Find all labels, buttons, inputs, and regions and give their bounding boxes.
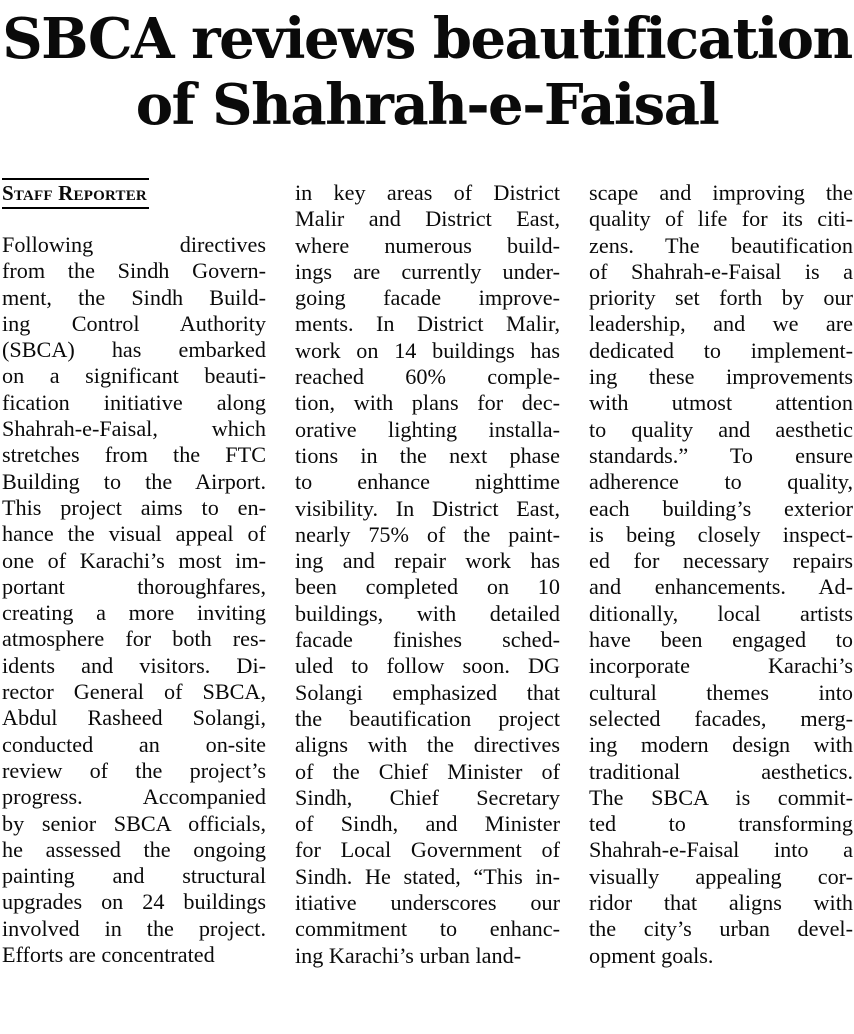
article-line: to quality and aesthetic [589,416,853,442]
article-line: portant thoroughfares, [2,573,266,599]
article-line: one of Karachi’s most im- [2,547,266,573]
article-line: ing Control Authority [2,310,266,336]
article-line: orative lighting installa- [295,416,560,442]
article-line: of the Chief Minister of [295,758,560,784]
article-line: ing modern design with [589,732,853,758]
article-line: ridor that aligns with [589,890,853,916]
article-line: visually appealing cor- [589,863,853,889]
article-line: Solangi emphasized that [295,679,560,705]
article-line: quality of life for its citi- [589,206,853,232]
headline-line-2: of Shahrah-e-Faisal [135,72,719,138]
article-line: Abdul Rasheed Solangi, [2,705,266,731]
article-line: the beautification project [295,705,560,731]
article-line: of Sindh, and Minister [295,811,560,837]
article-line: facade finishes sched- [295,627,560,653]
article-column-2 [295,180,560,969]
article-line: hance the visual appeal of [2,521,266,547]
article-line: with utmost attention [589,390,853,416]
article-line: involved in the project. [2,915,266,941]
article-line: Malir and District East, [295,206,560,232]
article-line: for Local Government of [295,837,560,863]
article-line: the city’s urban devel- [589,916,853,942]
article-line: upgrades on 24 buildings [2,889,266,915]
article-line: rector General of SBCA, [2,679,266,705]
article-line: ed for necessary repairs [589,548,853,574]
article-line: ing and repair work has [295,548,560,574]
article-line: scape and improving the [589,180,853,205]
article-line: by senior SBCA officials, [2,810,266,836]
article-line: selected facades, merg- [589,705,853,731]
article-line: Shahrah-e-Faisal, which [2,416,266,442]
article-line: Building to the Airport. [2,468,266,494]
article-line: reached 60% comple- [295,364,560,390]
article-line: ing Karachi’s urban land- [295,942,522,968]
article-line: work on 14 buildings has [295,337,560,363]
headline [0,6,854,138]
article-column-1 [2,232,266,968]
article-line: nearly 75% of the paint- [295,521,560,547]
article-line: Efforts are concentrated [2,942,215,968]
article-line: progress. Accompanied [2,784,266,810]
article-line: on a significant beauti- [2,363,266,389]
article-line: going facade improve- [295,285,560,311]
article-line: ments. In District Malir, [295,311,560,337]
article-line: Shahrah-e-Faisal into a [589,837,853,863]
article-line: ings are currently under- [295,258,560,284]
article-line: where numerous build- [295,232,560,258]
article-line: painting and structural [2,863,266,889]
article-line: ing these improvements [589,364,853,390]
article-line: adherence to quality, [589,469,853,495]
article-line: is being closely inspect- [589,521,853,547]
article-line: leadership, and we are [589,311,853,337]
article-line: each building’s exterior [589,495,853,521]
article-line: itiative underscores our [295,890,560,916]
article-line: ted to transforming [589,811,853,837]
article-line: been completed on 10 [295,574,560,600]
article-line: cultural themes into [589,679,853,705]
article-line: ditionally, local artists [589,600,853,626]
article-line: stretches from the FTC [2,442,266,468]
article-line: dedicated to implement- [589,337,853,363]
article-line: tion, with plans for dec- [295,390,560,416]
article-line: The SBCA is commit- [589,784,853,810]
article-line: zens. The beautification [589,232,853,258]
article-line: in key areas of District [295,180,560,205]
article-line: commitment to enhanc- [295,916,560,942]
article-line: priority set forth by our [589,285,853,311]
article-line: to enhance nighttime [295,469,560,495]
article-line: uled to follow soon. DG [295,653,560,679]
article-line: have been engaged to [589,627,853,653]
byline: Staff Reporter [2,178,149,209]
article-line: aligns with the directives [295,732,560,758]
article-line: Sindh. He stated, “This in- [295,863,560,889]
article-line: he assessed the ongoing [2,836,266,862]
article-line: conducted an on-site [2,731,266,757]
article-line: buildings, with detailed [295,600,560,626]
article-line: (SBCA) has embarked [2,337,266,363]
article-line: Following directives [2,232,266,257]
article-line: atmosphere for both res- [2,626,266,652]
article-line: creating a more inviting [2,600,266,626]
article-column-3 [589,180,853,969]
article-line: ment, the Sindh Build- [2,284,266,310]
article-line: from the Sindh Govern- [2,258,266,284]
article-line: fication initiative along [2,389,266,415]
headline-line-1: SBCA reviews beautification [2,6,852,72]
article-line: visibility. In District East, [295,495,560,521]
article-line: traditional aesthetics. [589,758,853,784]
article-line: opment goals. [589,942,714,968]
article-line: review of the project’s [2,757,266,783]
article-line: Sindh, Chief Secretary [295,784,560,810]
article-line: and enhancements. Ad- [589,574,853,600]
article-line: tions in the next phase [295,442,560,468]
article-line: idents and visitors. Di- [2,652,266,678]
article-line: This project aims to en- [2,494,266,520]
article-line: incorporate Karachi’s [589,653,853,679]
article-line: standards.” To ensure [589,442,853,468]
article-line: of Shahrah-e-Faisal is a [589,258,853,284]
